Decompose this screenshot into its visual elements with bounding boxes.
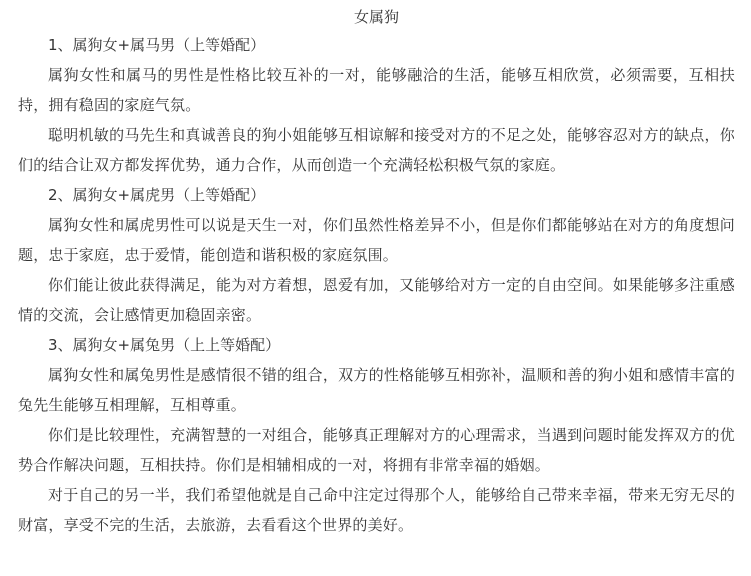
section-heading-tiger: 2、属狗女+属虎男（上等婚配） xyxy=(48,186,266,204)
page-title: 女属狗 xyxy=(353,8,399,26)
paragraph-rabbit-2: 你们是比较理性，充满智慧的一对组合，能够真正理解对方的心理需求，当遇到问题时能发挥双方的优势合作解决问题，互相扶持。你们是相辅相成的一对，将拥有非常幸福的婚姻。 xyxy=(18,426,735,474)
paragraph-closing: 对于自己的另一半，我们希望他就是自己命中注定过得那个人，能够给自己带来幸福，带来无穷无尽的财富，享受不完的生活，去旅游，去看看这个世界的美好。 xyxy=(18,486,735,534)
paragraph-rabbit-1: 属狗女性和属兔男性是感情很不错的组合，双方的性格能够互相弥补，温顺和善的狗小姐和感情丰富的兔先生能够互相理解，互相尊重。 xyxy=(18,366,735,414)
paragraph-tiger-1: 属狗女性和属虎男性可以说是天生一对，你们虽然性格差异不小，但是你们都能够站在对方的角度想问题，忠于家庭，忠于爱情，能创造和谐积极的家庭氛围。 xyxy=(18,216,735,264)
paragraph-horse-2: 聪明机敏的马先生和真诚善良的狗小姐能够互相谅解和接受对方的不足之处，能够容忍对方的缺点，你们的结合让双方都发挥优势，通力合作，从而创造一个充满轻松积极气氛的家庭。 xyxy=(18,126,735,174)
paragraph-tiger-2: 你们能让彼此获得满足，能为对方着想，恩爱有加，又能够给对方一定的自由空间。如果能够多注重感情的交流，会让感情更加稳固亲密。 xyxy=(18,276,735,324)
section-heading-horse: 1、属狗女+属马男（上等婚配） xyxy=(48,36,266,54)
paragraph-horse-1: 属狗女性和属马的男性是性格比较互补的一对，能够融洽的生活，能够互相欣赏，必须需要，互相扶持，拥有稳固的家庭气氛。 xyxy=(18,66,735,114)
section-heading-rabbit: 3、属狗女+属兔男（上上等婚配） xyxy=(48,336,281,354)
